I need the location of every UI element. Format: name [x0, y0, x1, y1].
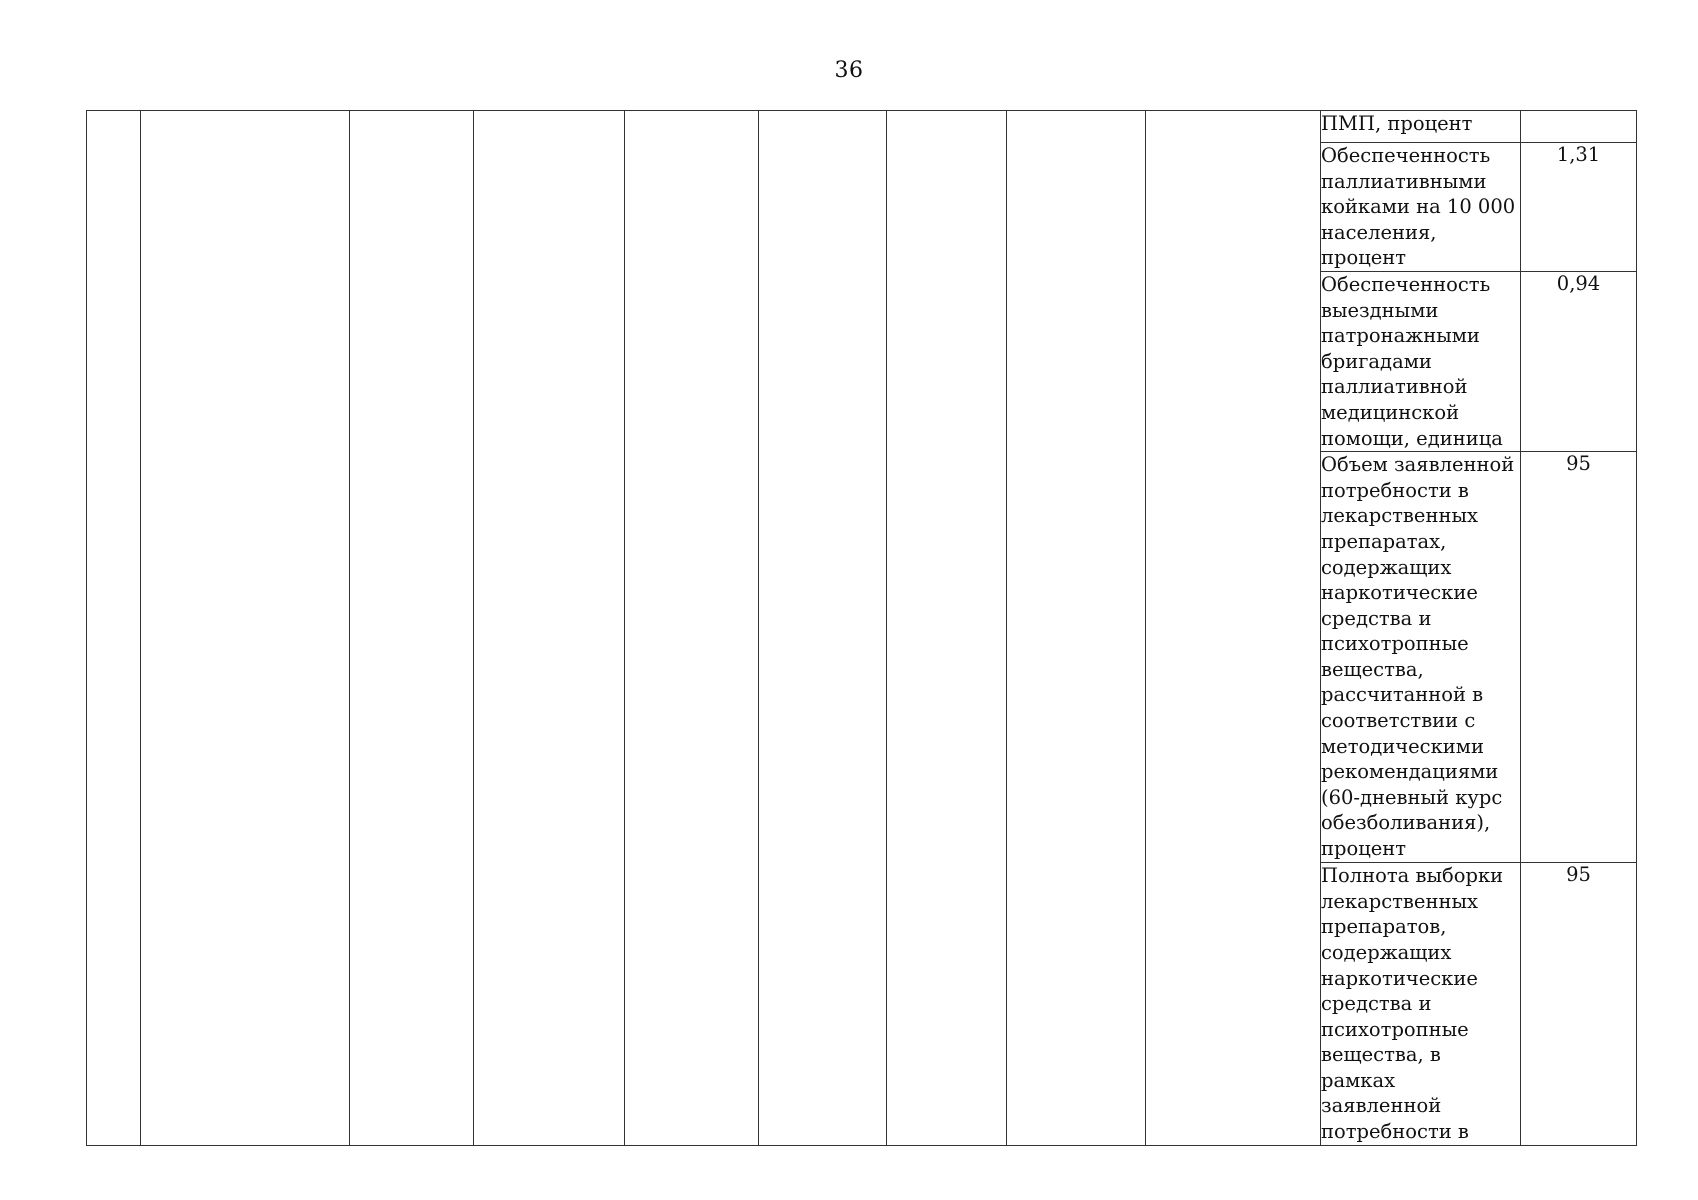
- merged-cell-col-4: [474, 111, 625, 1146]
- indicator-cell: Обеспеченность выездными патронажными бригадами паллиативной медицинской помощи, единица: [1321, 271, 1521, 451]
- value-cell: [1521, 111, 1637, 143]
- indicators-table: [86, 110, 1637, 1146]
- page-number: 36: [834, 58, 864, 83]
- value-cell: 95: [1521, 452, 1637, 863]
- value-cell: 1,31: [1521, 143, 1637, 272]
- table-row: [87, 111, 1637, 143]
- merged-cell-col-3: [350, 111, 474, 1146]
- indicator-cell: Обеспеченность паллиативными койками на 10 000 населения, процент: [1321, 143, 1521, 272]
- merged-cell-col-7: [887, 111, 1007, 1146]
- merged-cell-col-8: [1007, 111, 1146, 1146]
- merged-cell-col-6: [759, 111, 887, 1146]
- indicator-cell: Объем заявленной потребности в лекарственных препаратах, содержащих наркотические средства и психотропные вещества, рассчитанной в соответствии с методическими рекомендациями (60-дневный курс обезболивания), процент: [1321, 452, 1521, 863]
- indicator-cell: ПМП, процент: [1321, 111, 1521, 143]
- indicator-cell: Полнота выборки лекарственных препаратов, содержащих наркотические средства и психотропные вещества, в рамках заявленной потребности в: [1321, 863, 1521, 1146]
- value-cell: 0,94: [1521, 271, 1637, 451]
- merged-cell-col-9: [1146, 111, 1321, 1146]
- merged-cell-col-1: [87, 111, 141, 1146]
- value-cell: 95: [1521, 863, 1637, 1146]
- merged-cell-col-5: [625, 111, 759, 1146]
- merged-cell-col-2: [141, 111, 350, 1146]
